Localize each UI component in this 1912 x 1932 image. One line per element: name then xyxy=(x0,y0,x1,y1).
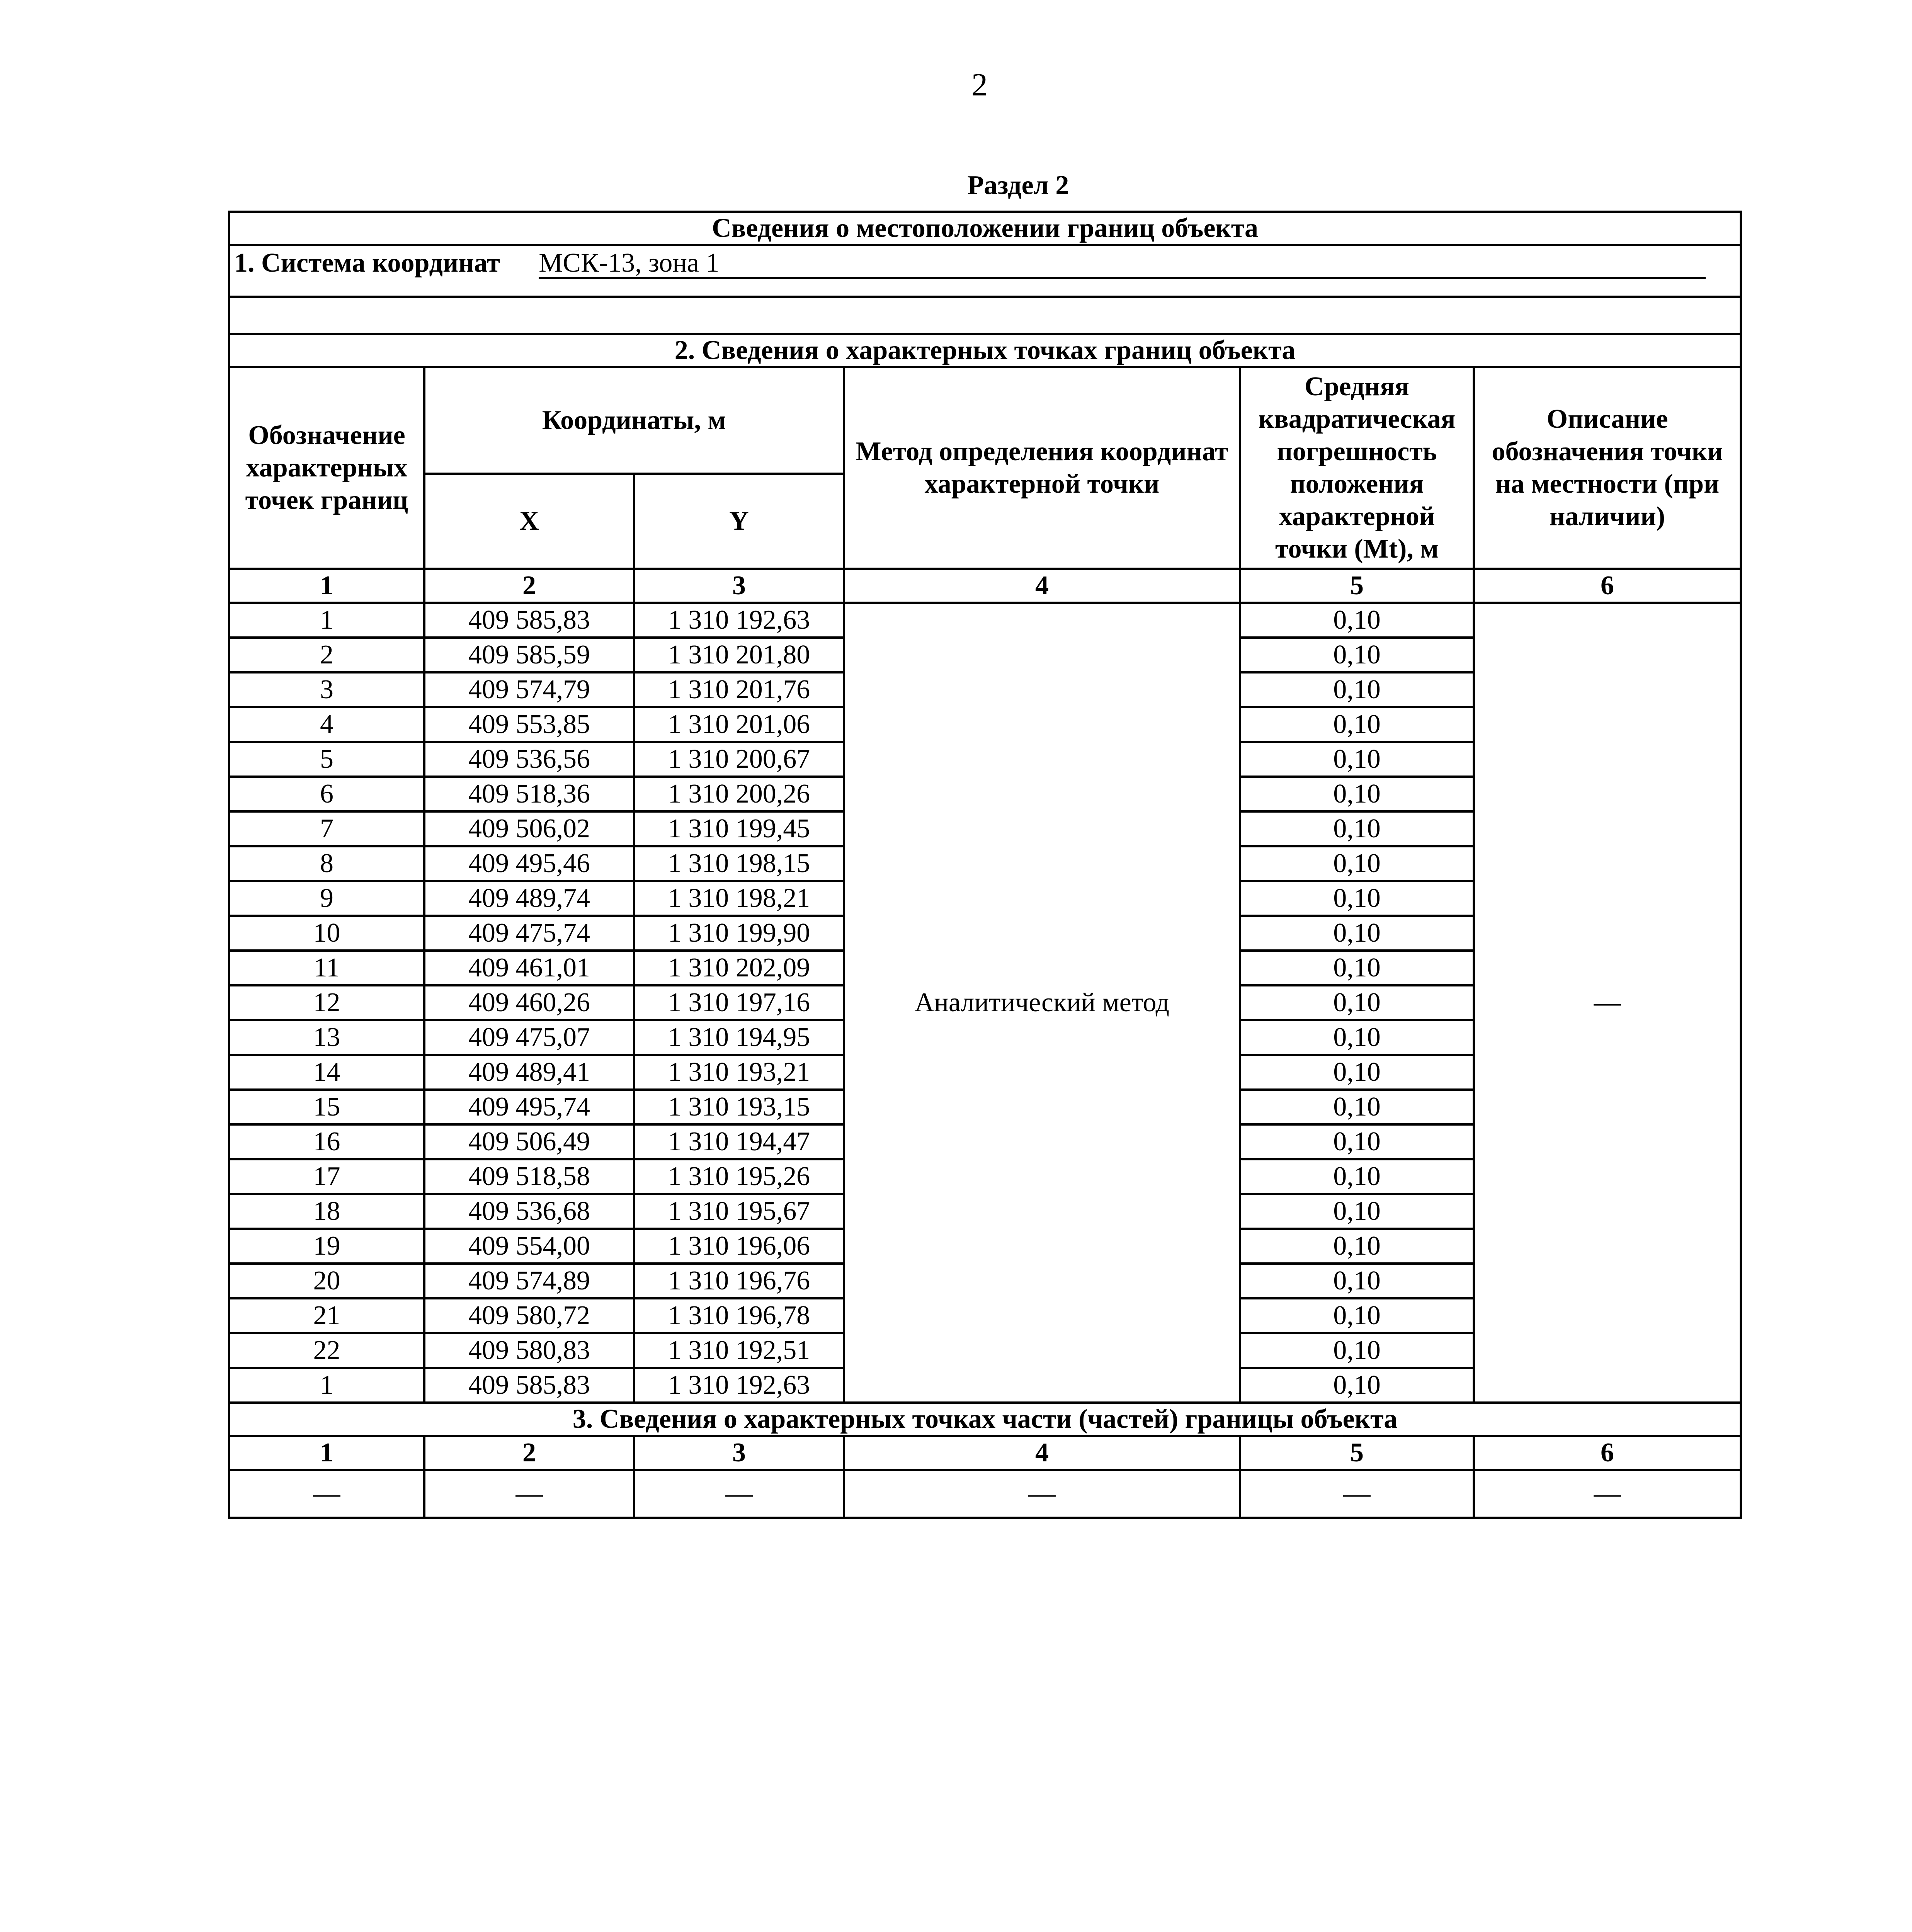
point-x: 409 518,36 xyxy=(424,777,634,811)
point-id: 11 xyxy=(229,951,424,985)
point-x: 409 489,74 xyxy=(424,881,634,916)
column-number: 2 xyxy=(424,1436,634,1470)
table-row xyxy=(229,603,1741,638)
point-id: 17 xyxy=(229,1159,424,1194)
spacer-row xyxy=(229,297,1741,334)
point-x: 409 536,68 xyxy=(424,1194,634,1229)
point-y: 1 310 196,78 xyxy=(634,1298,844,1333)
column-number: 1 xyxy=(229,1436,424,1470)
header-row-1 xyxy=(229,367,1741,474)
column-number: 5 xyxy=(1240,1436,1474,1470)
spacer-cell xyxy=(229,297,1741,334)
column-number: 6 xyxy=(1474,569,1741,603)
column-number: 4 xyxy=(844,1436,1240,1470)
point-x: 409 574,89 xyxy=(424,1264,634,1298)
table-title-row xyxy=(229,212,1741,245)
point-y: 1 310 195,26 xyxy=(634,1159,844,1194)
point-x: 409 506,49 xyxy=(424,1124,634,1159)
point-x: 409 475,07 xyxy=(424,1020,634,1055)
header-error: Средняя квадратическая погрешность положения характерной точки (Mt), м xyxy=(1240,367,1474,569)
point-id: 12 xyxy=(229,985,424,1020)
parts-empty-cell: — xyxy=(634,1470,844,1518)
point-x: 409 489,41 xyxy=(424,1055,634,1090)
point-x: 409 518,58 xyxy=(424,1159,634,1194)
column-number: 3 xyxy=(634,569,844,603)
point-mt: 0,10 xyxy=(1240,951,1474,985)
point-y: 1 310 200,67 xyxy=(634,742,844,777)
header-method: Метод определения координат характерной точки xyxy=(844,367,1240,569)
point-y: 1 310 202,09 xyxy=(634,951,844,985)
point-mt: 0,10 xyxy=(1240,985,1474,1020)
parts-section-row xyxy=(229,1403,1741,1436)
parts-section-title: 3. Сведения о характерных точках части (частей) границы объекта xyxy=(229,1403,1741,1436)
point-id: 14 xyxy=(229,1055,424,1090)
coordinate-system-cell xyxy=(229,245,1741,297)
point-x: 409 574,79 xyxy=(424,672,634,707)
point-y: 1 310 198,21 xyxy=(634,881,844,916)
point-mt: 0,10 xyxy=(1240,638,1474,672)
point-id: 19 xyxy=(229,1229,424,1264)
point-id: 5 xyxy=(229,742,424,777)
point-mt: 0,10 xyxy=(1240,1055,1474,1090)
parts-empty-cell: — xyxy=(844,1470,1240,1518)
point-id: 8 xyxy=(229,846,424,881)
point-mt: 0,10 xyxy=(1240,672,1474,707)
point-mt: 0,10 xyxy=(1240,1333,1474,1368)
point-y: 1 310 192,51 xyxy=(634,1333,844,1368)
header-y: Y xyxy=(634,474,844,569)
parts-empty-row xyxy=(229,1470,1741,1518)
header-coordinates: Координаты, м xyxy=(424,367,844,474)
column-number: 6 xyxy=(1474,1436,1741,1470)
boundary-table xyxy=(228,211,1742,1519)
method-cell: Аналитический метод xyxy=(844,603,1240,1403)
point-x: 409 495,74 xyxy=(424,1090,634,1124)
point-x: 409 580,72 xyxy=(424,1298,634,1333)
point-y: 1 310 196,76 xyxy=(634,1264,844,1298)
point-x: 409 461,01 xyxy=(424,951,634,985)
point-mt: 0,10 xyxy=(1240,846,1474,881)
point-x: 409 585,83 xyxy=(424,603,634,638)
page-number: 2 xyxy=(971,67,988,103)
column-number-row xyxy=(229,569,1741,603)
point-id: 15 xyxy=(229,1090,424,1124)
point-id: 10 xyxy=(229,916,424,951)
point-y: 1 310 192,63 xyxy=(634,603,844,638)
point-id: 22 xyxy=(229,1333,424,1368)
point-x: 409 495,46 xyxy=(424,846,634,881)
point-id: 1 xyxy=(229,1368,424,1403)
point-mt: 0,10 xyxy=(1240,1020,1474,1055)
point-id: 4 xyxy=(229,707,424,742)
column-number: 2 xyxy=(424,569,634,603)
header-description: Описание обозначения точки на местности (при наличии) xyxy=(1474,367,1741,569)
points-section-title: 2. Сведения о характерных точках границ объекта xyxy=(229,334,1741,367)
point-id: 6 xyxy=(229,777,424,811)
parts-column-number-row xyxy=(229,1436,1741,1470)
point-mt: 0,10 xyxy=(1240,603,1474,638)
point-mt: 0,10 xyxy=(1240,1124,1474,1159)
point-y: 1 310 193,21 xyxy=(634,1055,844,1090)
point-mt: 0,10 xyxy=(1240,1368,1474,1403)
point-x: 409 585,59 xyxy=(424,638,634,672)
point-y: 1 310 198,15 xyxy=(634,846,844,881)
point-x: 409 475,74 xyxy=(424,916,634,951)
point-mt: 0,10 xyxy=(1240,1194,1474,1229)
point-x: 409 580,83 xyxy=(424,1333,634,1368)
header-designation: Обозначение характерных точек границ xyxy=(229,367,424,569)
point-mt: 0,10 xyxy=(1240,881,1474,916)
coordinate-system-label: 1. Система координат xyxy=(234,248,500,278)
point-mt: 0,10 xyxy=(1240,1298,1474,1333)
point-id: 16 xyxy=(229,1124,424,1159)
point-mt: 0,10 xyxy=(1240,1264,1474,1298)
point-id: 13 xyxy=(229,1020,424,1055)
point-id: 9 xyxy=(229,881,424,916)
point-id: 3 xyxy=(229,672,424,707)
point-mt: 0,10 xyxy=(1240,916,1474,951)
parts-empty-cell: — xyxy=(1474,1470,1741,1518)
column-number: 3 xyxy=(634,1436,844,1470)
point-y: 1 310 196,06 xyxy=(634,1229,844,1264)
point-y: 1 310 201,76 xyxy=(634,672,844,707)
table-title: Сведения о местоположении границ объекта xyxy=(229,212,1741,245)
point-y: 1 310 199,45 xyxy=(634,811,844,846)
point-x: 409 506,02 xyxy=(424,811,634,846)
section-title: Раздел 2 xyxy=(967,170,1069,200)
header-x: X xyxy=(424,474,634,569)
point-x: 409 585,83 xyxy=(424,1368,634,1403)
point-id: 7 xyxy=(229,811,424,846)
point-mt: 0,10 xyxy=(1240,742,1474,777)
point-x: 409 553,85 xyxy=(424,707,634,742)
point-y: 1 310 197,16 xyxy=(634,985,844,1020)
point-mt: 0,10 xyxy=(1240,777,1474,811)
point-y: 1 310 194,47 xyxy=(634,1124,844,1159)
point-id: 18 xyxy=(229,1194,424,1229)
point-mt: 0,10 xyxy=(1240,811,1474,846)
point-y: 1 310 195,67 xyxy=(634,1194,844,1229)
parts-empty-cell: — xyxy=(1240,1470,1474,1518)
point-y: 1 310 192,63 xyxy=(634,1368,844,1403)
coordinate-system-value: МСК-13, зона 1 xyxy=(539,249,1706,279)
point-y: 1 310 194,95 xyxy=(634,1020,844,1055)
point-mt: 0,10 xyxy=(1240,1159,1474,1194)
point-id: 1 xyxy=(229,603,424,638)
point-mt: 0,10 xyxy=(1240,1229,1474,1264)
point-y: 1 310 199,90 xyxy=(634,916,844,951)
parts-empty-cell: — xyxy=(229,1470,424,1518)
coordinate-system-row xyxy=(229,245,1741,297)
point-mt: 0,10 xyxy=(1240,1090,1474,1124)
point-id: 21 xyxy=(229,1298,424,1333)
point-y: 1 310 200,26 xyxy=(634,777,844,811)
point-id: 20 xyxy=(229,1264,424,1298)
point-x: 409 554,00 xyxy=(424,1229,634,1264)
column-number: 5 xyxy=(1240,569,1474,603)
points-section-row xyxy=(229,334,1741,367)
point-id: 2 xyxy=(229,638,424,672)
point-mt: 0,10 xyxy=(1240,707,1474,742)
point-y: 1 310 193,15 xyxy=(634,1090,844,1124)
point-x: 409 460,26 xyxy=(424,985,634,1020)
column-number: 1 xyxy=(229,569,424,603)
point-y: 1 310 201,06 xyxy=(634,707,844,742)
point-y: 1 310 201,80 xyxy=(634,638,844,672)
point-x: 409 536,56 xyxy=(424,742,634,777)
description-cell: — xyxy=(1474,603,1741,1403)
column-number: 4 xyxy=(844,569,1240,603)
parts-empty-cell: — xyxy=(424,1470,634,1518)
